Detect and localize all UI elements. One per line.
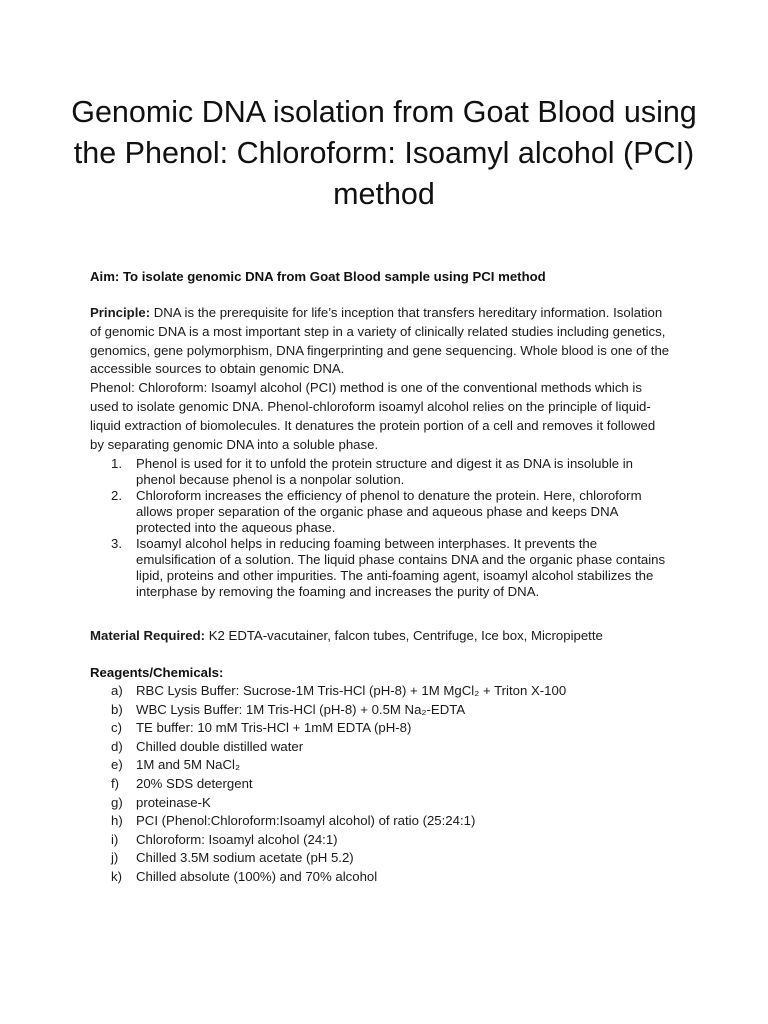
list-item-text: TE buffer: 10 mM Tris-HCl + 1mM EDTA (pH-8) xyxy=(136,720,412,736)
list-item-text: Chloroform: Isoamyl alcohol (24:1) xyxy=(136,831,338,847)
list-item-text: Chilled absolute (100%) and 70% alcohol xyxy=(136,868,378,884)
list-item xyxy=(90,719,670,738)
material-label: Material Required: xyxy=(90,628,206,643)
list-item xyxy=(90,849,670,868)
list-item xyxy=(90,701,670,720)
list-letter: k) xyxy=(111,868,122,884)
list-item xyxy=(90,794,670,813)
list-item xyxy=(90,812,670,831)
reagents-heading: Reagents/Chemicals: xyxy=(90,665,224,680)
list-item-text: 20% SDS detergent xyxy=(136,775,253,791)
material-required xyxy=(90,626,603,645)
principle-text-1: DNA is the prerequisite for life’s inception that transfers hereditary information. Isolation of genomic DNA is a most important step in a variety of clinically related studies including genetics, genomics, gene polymorphism, DNA fingerprinting and gene sequencing. Whole blood is one of the accessible sources to obtain genomic DNA. xyxy=(90,305,670,377)
list-item-text: Chloroform increases the efficiency of phenol to denature the protein. Here, chloroform allows proper separation of the organic phase and aqueous phase and keeps DNA protected into the aqueous phase. xyxy=(136,488,642,535)
list-item-text: PCI (Phenol:Chloroform:Isoamyl alcohol) of ratio (25:24:1) xyxy=(136,813,476,829)
list-item-text: proteinase-K xyxy=(136,794,211,810)
list-letter: a) xyxy=(111,683,123,698)
reagents-list xyxy=(90,682,670,887)
list-letter: g) xyxy=(111,794,123,810)
principle-numbered-list xyxy=(90,456,670,600)
list-item xyxy=(90,868,670,887)
list-item-text: Isoamyl alcohol helps in reducing foaming between interphases. It prevents the emulsification of a solution. The liquid phase contains DNA and the organic phase contains lipid, proteins and other impurities. The anti-foaming agent, isoamyl alcohol stabilizes the interphase by removing the foaming and increases the purity of DNA. xyxy=(136,536,666,599)
list-letter: f) xyxy=(111,775,120,791)
list-letter: i) xyxy=(111,831,119,847)
list-number: 1. xyxy=(111,456,122,471)
aim-statement: Aim: To isolate genomic DNA from Goat Blood sample using PCI method xyxy=(90,269,546,284)
document-title: Genomic DNA isolation from Goat Blood using the Phenol: Chloroform: Isoamyl alcohol (PCI) method xyxy=(71,95,697,211)
list-item xyxy=(90,831,670,850)
material-text: K2 EDTA-vacutainer, falcon tubes, Centrifuge, Ice box, Micropipette xyxy=(205,628,603,643)
list-letter: e) xyxy=(111,757,123,773)
list-letter: h) xyxy=(111,813,123,829)
list-item xyxy=(90,536,670,600)
principle-label: Principle: xyxy=(90,305,151,320)
list-item xyxy=(90,756,670,775)
principle-paragraph-2: Phenol: Chloroform: Isoamyl alcohol (PCI) method is one of the conventional methods which is used to isolate genomic DNA. Phenol-chloroform isoamyl alcohol relies on the principle of liquid-liquid extraction of biomolecules. It denatures the protein portion of a cell and removes it followed by separating genomic DNA into a soluble phase. xyxy=(90,380,656,452)
list-number: 3. xyxy=(111,536,122,551)
list-item-text: 1M and 5M NaCl₂ xyxy=(136,757,241,773)
list-item-text: Chilled double distilled water xyxy=(136,738,304,754)
list-item xyxy=(90,775,670,794)
list-item xyxy=(90,738,670,757)
list-letter: b) xyxy=(111,701,123,717)
list-item-text: Chilled 3.5M sodium acetate (pH 5.2) xyxy=(136,850,354,866)
list-item-text: WBC Lysis Buffer: 1M Tris-HCl (pH-8) + 0.5M Na₂-EDTA xyxy=(136,701,466,717)
list-letter: c) xyxy=(111,720,122,736)
list-item xyxy=(90,488,670,536)
principle-section xyxy=(90,304,670,454)
list-item xyxy=(90,682,670,701)
list-letter: d) xyxy=(111,738,123,754)
list-letter: j) xyxy=(111,850,119,866)
list-item-text: RBC Lysis Buffer: Sucrose-1M Tris-HCl (pH-8) + 1M MgCl₂ + Triton X-100 xyxy=(136,683,567,698)
list-item xyxy=(90,456,670,488)
principle-paragraph-1 xyxy=(90,304,670,379)
list-item-text: Phenol is used for it to unfold the protein structure and digest it as DNA is insoluble in phenol because phenol is a nonpolar solution. xyxy=(136,456,634,487)
list-number: 2. xyxy=(111,488,122,503)
